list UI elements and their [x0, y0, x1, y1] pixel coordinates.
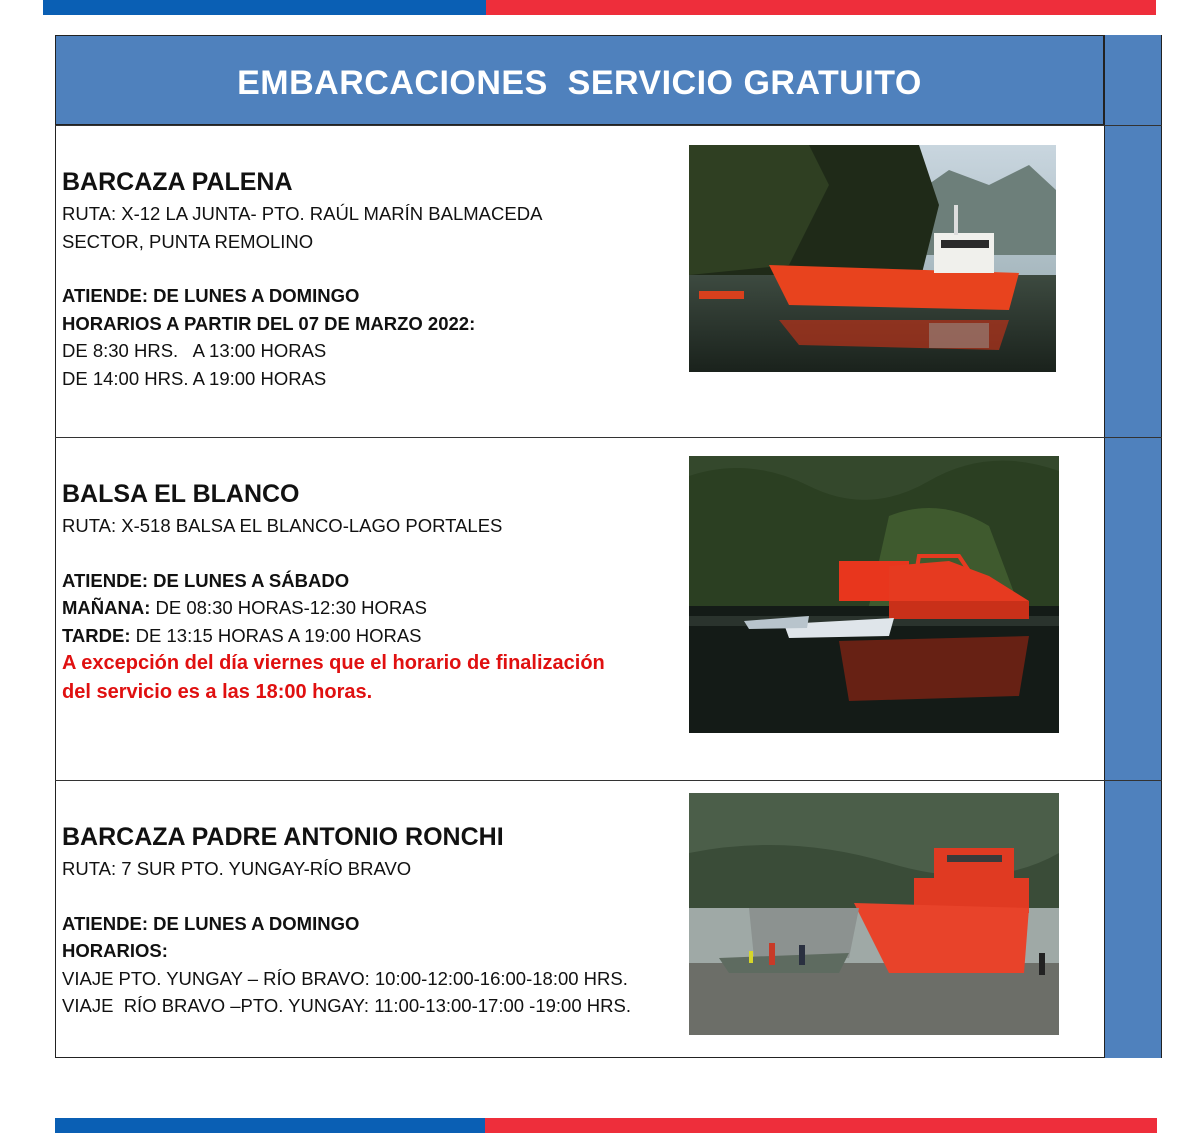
bottom-stripe-red	[485, 1118, 1157, 1133]
vessel-entry-balsa-el-blanco	[62, 478, 605, 707]
row-divider	[55, 780, 1162, 781]
morning-hours: DE 08:30 HORAS-12:30 HORAS	[150, 597, 427, 618]
schedule-heading: HORARIOS A PARTIR DEL 07 DE MARZO 2022:	[62, 312, 476, 334]
bottom-stripe-blue	[55, 1118, 485, 1133]
vessel-name: BALSA EL BLANCO	[62, 480, 300, 508]
trip-schedule: VIAJE RÍO BRAVO –PTO. YUNGAY: 11:00-13:00-17:00 -19:00 HRS.	[62, 995, 631, 1016]
top-stripe-blue	[43, 0, 486, 15]
friday-exception-note: del servicio es a las 18:00 horas.	[62, 681, 373, 703]
top-stripe-red	[486, 0, 1156, 15]
friday-exception-note: A excepción del día viernes que el horario de finalización	[62, 652, 605, 674]
attends-days: ATIENDE: DE LUNES A DOMINGO	[62, 285, 360, 306]
afternoon-hours: DE 13:15 HORAS A 19:00 HORAS	[130, 624, 422, 646]
vessel-name: BARCAZA PADRE ANTONIO RONCHI	[62, 823, 504, 851]
vessel-photo-barcaza-palena	[689, 145, 1056, 372]
page-title: EMBARCACIONES SERVICIO GRATUITO	[237, 63, 922, 102]
row-divider	[55, 437, 1162, 438]
vessel-photo-balsa-el-blanco	[689, 456, 1059, 733]
schedule-time: DE 14:00 HRS. A 19:00 HORAS	[62, 367, 327, 389]
table-header	[55, 35, 1104, 125]
vessel-photo-barcaza-padre-antonio-ronchi	[689, 793, 1059, 1035]
vessel-name: BARCAZA PALENA	[62, 168, 293, 196]
table-side-column	[1104, 35, 1162, 1058]
attends-days: ATIENDE: DE LUNES A SÁBADO	[62, 569, 350, 591]
route-text: RUTA: 7 SUR PTO. YUNGAY-RÍO BRAVO	[62, 858, 412, 879]
route-sector-text: SECTOR, PUNTA REMOLINO	[62, 230, 314, 252]
row-divider	[55, 125, 1162, 126]
route-text: RUTA: X-12 LA JUNTA- PTO. RAÚL MARÍN BALMACEDA	[62, 203, 543, 224]
vessel-entry-barcaza-palena	[62, 166, 542, 392]
schedule-heading: HORARIOS:	[62, 940, 168, 961]
morning-label: MAÑANA:	[62, 597, 151, 618]
attends-days: ATIENDE: DE LUNES A DOMINGO	[62, 912, 360, 934]
trip-schedule: VIAJE PTO. YUNGAY – RÍO BRAVO: 10:00-12:00-16:00-18:00 HRS.	[62, 967, 628, 989]
schedule-time: DE 8:30 HRS. A 13:00 HORAS	[62, 340, 327, 361]
vessel-entry-barcaza-padre-antonio-ronchi	[62, 821, 631, 1020]
route-text: RUTA: X-518 BALSA EL BLANCO-LAGO PORTALES	[62, 515, 503, 536]
afternoon-label: TARDE:	[62, 624, 131, 646]
